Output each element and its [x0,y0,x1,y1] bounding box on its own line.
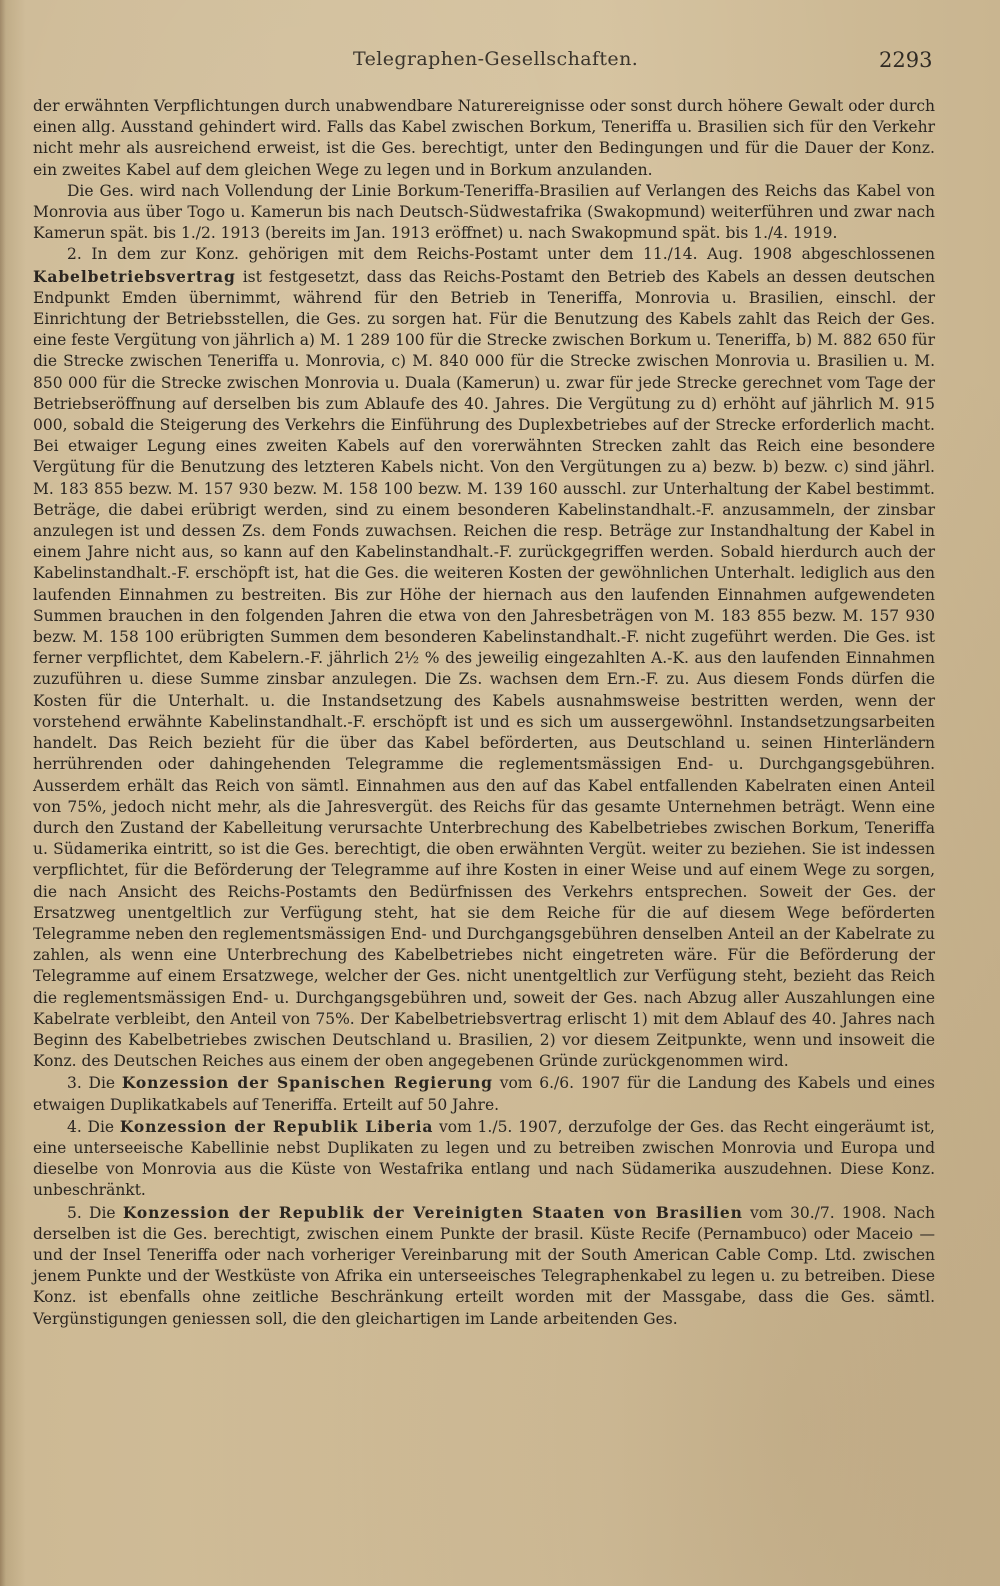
paragraph-spanish-concession [33,1072,935,1115]
paragraph-brazil-concession [33,1202,935,1330]
paragraph-heading: Kabelbetriebsvertrag [33,266,236,286]
paragraph-heading: Konzession der Republik Liberia [119,1116,434,1136]
paragraph-extension-clause [33,181,935,245]
paragraph-kabelbetriebsvertrag [33,244,935,1072]
body-text [33,96,935,1330]
paragraph-text: Die Ges. wird nach Vollendung der Linie Borkum-Teneriffa-Brasilien auf Verlangen des Reichs das Kabel von Monrovia aus über Togo u. Kamerun bis nach Deutsch-Südwestafrika (Swakopmund) weiterführen und zwar nach Kamerun spät. bis 1./2. 1913 (bereits im Jan. 1913 eröffnet) u. nach Swakopmund spät. bis 1./4. 1919. [33,181,935,243]
paragraph-lead: 4. Die [67,1117,115,1136]
page-header [0,48,1000,78]
paragraph-continuation [33,96,935,181]
paragraph-lead: 3. Die [67,1074,116,1093]
page-number: 2293 [879,48,933,72]
paragraph-heading: Konzession der Republik der Vereinigten Staaten von Brasilien [122,1202,743,1222]
paragraph-liberia-concession [33,1116,935,1202]
paragraph-text: ist festgesetzt, dass das Reichs-Postamt den Betrieb des Kabels an dessen deutschen Endpunkt Emden übernimmt, während für den Betrieb in Teneriffa, Monrovia u. Brasilien, einschl. der Einrichtung der Betriebsstellen, die Ges. zu sorgen hat. Für die Benutzung des Kabels zahlt das Reich der Ges. eine feste Vergütung von jährlich a) M. 1 289 100 für die Strecke zwischen Borkum u. Teneriffa, b) M. 882 650 für die Strecke zwischen Teneriffa u. Monrovia, c) M. 840 000 für die Strecke zwischen Monrovia u. Brasilien u. M. 850 000 für die Strecke zwischen Monrovia u. Duala (Kamerun) u. zwar für jede Strecke gerechnet vom Tage der Betriebseröffnung auf derselben bis zum Ablaufe des 40. Jahres. Die Vergütung zu d) erhöht auf jährlich M. 915 000, sobald die Steigerung des Verkehrs die Einführung des Duplexbetriebes auf der Strecke erforderlich macht. Bei etwaiger Legung eines zweiten Kabels auf den vorerwähnten Strecken zahlt das Reich eine besondere Vergütung für die Benutzung des letzteren Kabels nicht. Von den Vergütungen zu a) bezw. b) bezw. c) sind jährl. M. 183 855 bezw. M. 157 930 bezw. M. 158 100 bezw. M. 139 160 ausschl. zur Unterhaltung der Kabel bestimmt. Beträge, die dabei erübrigt werden, sind zu einem besonderen Kabelinstandhalt.-F. anzusammeln, der zinsbar anzulegen ist und dessen Zs. dem Fonds zuwachsen. Reichen die resp. Beträge zur Instandhaltung der Kabel in einem Jahre nicht aus, so kann auf den Kabelinstandhalt.-F. zurückgegriffen werden. Sobald hierdurch auch der Kabelinstandhalt.-F. erschöpft ist, hat die Ges. die weiteren Kosten der gewöhnlichen Unterhalt. lediglich aus den laufenden Einnahmen zu bestreiten. Bis zur Höhe der hiernach aus den laufenden Einnahmen aufgewendeten Summen brauchen in den folgenden Jahren die etwa von den Jahresbeträgen von M. 183 855 bezw. M. 157 930 bezw. M. 158 100 erübrigten Summen dem besonderen Kabelinstandhalt.-F. nicht zugeführt werden. Die Ges. ist ferner verpflichtet, dem Kabelern.-F. jährlich 2½ % des jeweilig eingezahlten A.-K. aus den laufenden Einnahmen zuzuführen u. diese Summe zinsbar anzulegen. Die Zs. wachsen dem Ern.-F. zu. Aus diesem Fonds dürfen die Kosten für die Unterhalt. u. die Instandsetzung des Kabels ausnahmsweise bestritten werden, wenn der vorstehend erwähnte Kabelinstandhalt.-F. erschöpft ist und es sich um aussergewöhnl. Instandsetzungsarbeiten handelt. Das Reich bezieht für die über das Kabel beförderten, aus Deutschland u. seinen Hinterländern herrührenden oder dahingehenden Telegramme die reglementsmässigen End- u. Durchgangsgebühren. Ausserdem erhält das Reich von sämtl. Einnahmen aus den auf das Kabel entfallenden Kabelraten einen Anteil von 75%, jedoch nicht mehr, als die Jahresvergüt. des Reichs für das gesamte Unternehmen beträgt. Wenn eine durch den Zustand der Kabelleitung verursachte Unterbrechung des Kabelbetriebes zwischen Borkum, Teneriffa u. Südamerika eintritt, so ist die Ges. berechtigt, die oben erwähnten Vergüt. weiter zu beziehen. Sie ist indessen verpflichtet, für die Beförderung der Telegramme auf ihre Kosten in einer Weise und auf einem Wege zu sorgen, die nach Ansicht des Reichs-Postamts den Bedürfnissen des Verkehrs entsprechen. Soweit der Ges. der Ersatzweg unentgeltlich zur Verfügung steht, hat sie dem Reiche für die auf diesem Wege beförderten Telegramme neben den reglementsmässigen End- und Durchgangsgebühren denselben Anteil an der Kabelrate zu zahlen, als wenn eine Unterbrechung des Kabelbetriebes nicht eingetreten wäre. Für die Beförderung der Telegramme auf einem Ersatzwege, welcher der Ges. nicht unentgeltlich zur Verfügung steht, bezieht das Reich die reglementsmässigen End- u. Durchgangsgebühren und, soweit der Ges. nach Abzug aller Auszahlungen eine Kabelrate verbleibt, den Anteil von 75%. Der Kabelbetriebsvertrag erlischt 1) mit dem Ablauf des 40. Jahres nach Beginn des Kabelbetriebes zwischen Deutschland u. Brasilien, 2) vor diesem Zeitpunkte, wenn und insoweit die Konz. des Deutschen Reiches aus einem der oben angegebenen Gründe zurückgenommen wird. [33,267,935,1071]
paragraph-lead: 2. In dem zur Konz. gehörigen mit dem Reichs-Postamt unter dem 11./14. Aug. 1908 abgeschlossenen [67,245,935,264]
paragraph-text: vom 30./7. 1908. Nach derselben ist die Ges. berechtigt, zwischen einem Punkte der brasil. Küste Recife (Pernambuco) oder Maceio — und der Insel Teneriffa oder nach vorheriger Vereinbarung mit der South American Cable Comp. Ltd. zwischen jenem Punkte und der Westküste von Afrika ein unterseeisches Telegraphenkabel zu legen u. zu betreiben. Diese Konz. ist ebenfalls ohne zeitliche Beschränkung erteilt worden mit der Massgabe, dass die Ges. sämtl. Vergünstigungen geniessen soll, die den gleichartigen im Lande arbeitenden Ges. [33,1203,935,1328]
paragraph-text: vom 1./5. 1907, derzufolge der Ges. das Recht eingeräumt ist, eine unterseeische Kabellinie nebst Duplikaten zu legen und zu betreiben zwischen Monrovia und Europa und dieselbe von Monrovia aus die Küste von Westafrika entlang und nach Südamerika auszudehnen. Diese Konz. unbeschränkt. [33,1117,935,1200]
paragraph-heading: Konzession der Spanischen Regierung [121,1073,493,1093]
paragraph-lead: 5. Die [67,1203,116,1222]
paragraph-text: der erwähnten Verpflichtungen durch unabwendbare Naturereignisse oder sonst durch höhere Gewalt oder durch einen allg. Ausstand gehindert wird. Falls das Kabel zwischen Borkum, Teneriffa u. Brasilien sich für den Verkehr nicht mehr als ausreichend erweist, ist die Ges. berechtigt, unter den Bedingungen und für die Dauer der Konz. ein zweites Kabel auf dem gleichen Wege zu legen und in Borkum anzulanden. [33,97,935,179]
running-title: Telegraphen-Gesellschaften. [353,48,639,70]
paragraph-text: vom 6./6. 1907 für die Landung des Kabels und eines etwaigen Duplikatkabels auf Teneriffa. Erteilt auf 50 Jahre. [33,1074,936,1114]
